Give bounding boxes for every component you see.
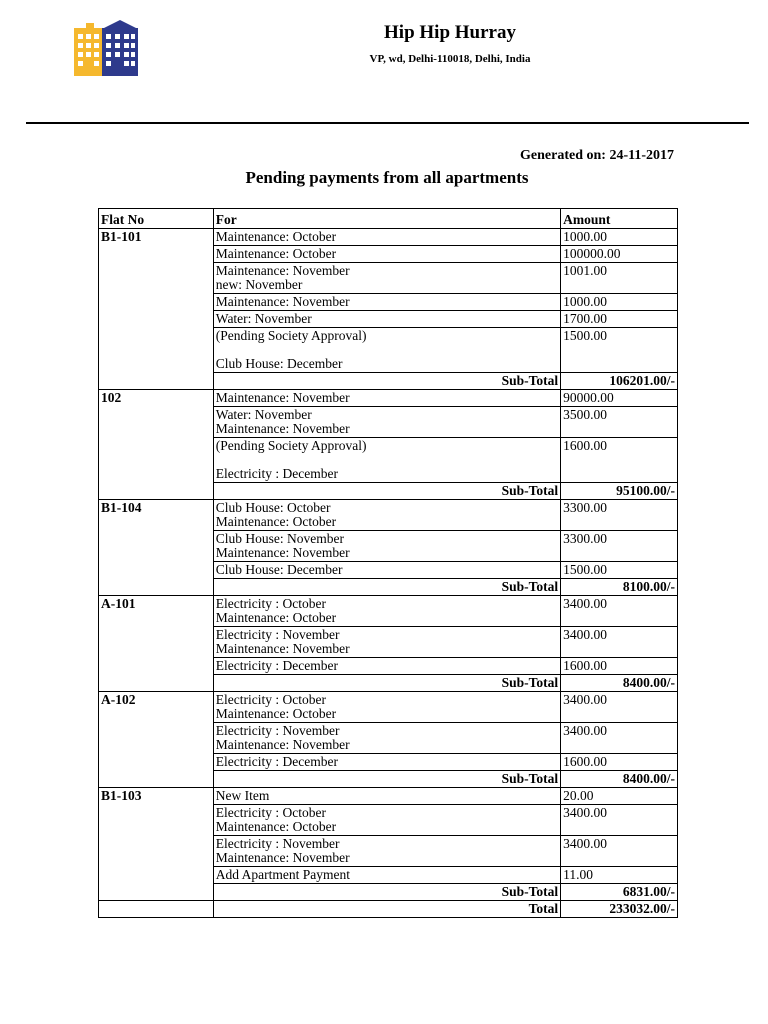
payment-for (213, 407, 560, 438)
table-row (99, 562, 678, 579)
flat-cell-empty (99, 294, 214, 311)
payment-for-line: New Item (215, 788, 270, 803)
table-row (99, 407, 678, 438)
column-header-amount: Amount (561, 209, 678, 229)
payment-for-line: Club House: December (215, 356, 343, 371)
payment-for-line: Electricity : October (215, 805, 326, 820)
payment-for-line: Electricity : November (215, 723, 340, 738)
subtotal-value: 106201.00/- (561, 373, 678, 390)
payment-for (213, 311, 560, 328)
payment-for-line: Maintenance: November (215, 421, 350, 436)
subtotal-label: Sub-Total (213, 771, 560, 788)
payment-amount: 1600.00 (561, 438, 678, 483)
payment-amount: 3400.00 (561, 692, 678, 723)
flat-cell-empty (99, 771, 214, 788)
payment-for-line: Maintenance: October (215, 229, 337, 244)
payment-amount: 1600.00 (561, 754, 678, 771)
payment-for-line: Club House: December (215, 562, 343, 577)
table-row (99, 692, 678, 723)
flat-number: B1-104 (99, 500, 214, 531)
payment-for-line: Maintenance: November (215, 850, 350, 865)
subtotal-value: 8100.00/- (561, 579, 678, 596)
payment-for (213, 754, 560, 771)
flat-number: B1-101 (99, 229, 214, 246)
payment-for (213, 390, 560, 407)
subtotal-value: 95100.00/- (561, 483, 678, 500)
payment-amount: 1500.00 (561, 562, 678, 579)
payment-for (213, 805, 560, 836)
subtotal-label: Sub-Total (213, 579, 560, 596)
payment-amount: 1600.00 (561, 658, 678, 675)
payment-for (213, 692, 560, 723)
payment-for-line: Water: November (215, 407, 312, 422)
flat-cell-empty (99, 627, 214, 658)
flat-cell-empty (99, 483, 214, 500)
payment-for-line: Add Apartment Payment (215, 867, 351, 882)
payment-for-line: Water: November (215, 311, 312, 326)
payment-amount: 1500.00 (561, 328, 678, 373)
flat-cell-empty (99, 246, 214, 263)
table-row (99, 788, 678, 805)
table-row (99, 805, 678, 836)
flat-cell-empty (99, 328, 214, 373)
payment-for-line: Club House: October (215, 500, 331, 515)
payment-for-line: new: November (215, 277, 303, 292)
subtotal-row (99, 884, 678, 901)
subtotal-label: Sub-Total (213, 373, 560, 390)
payment-amount: 3400.00 (561, 836, 678, 867)
table-row (99, 531, 678, 562)
payment-for (213, 723, 560, 754)
total-label: Total (213, 901, 560, 918)
table-row (99, 311, 678, 328)
generated-date: Generated on: 24-11-2017 (520, 148, 674, 163)
payment-for-line: Maintenance: October (215, 819, 337, 834)
payment-for-line: Maintenance: November (215, 294, 350, 309)
flat-cell-empty (99, 805, 214, 836)
payment-for-line: (Pending Society Approval) (215, 438, 367, 453)
table-row (99, 328, 678, 373)
payment-amount: 3400.00 (561, 627, 678, 658)
payment-for (213, 531, 560, 562)
payment-for-line: Maintenance: November (215, 263, 350, 278)
payment-for (213, 627, 560, 658)
payment-for-line: Electricity : November (215, 836, 340, 851)
flat-cell-empty (99, 867, 214, 884)
flat-cell-empty (99, 658, 214, 675)
payment-for-line: Club House: November (215, 531, 345, 546)
organization-name: Hip Hip Hurray (384, 22, 516, 43)
flat-number: A-101 (99, 596, 214, 627)
payment-amount: 3400.00 (561, 805, 678, 836)
payment-for-line: Maintenance: October (215, 706, 337, 721)
payment-for-line: Electricity : October (215, 692, 326, 707)
payment-amount: 1700.00 (561, 311, 678, 328)
column-header-flat-no: Flat No (99, 209, 214, 229)
table-row (99, 658, 678, 675)
payment-amount: 1000.00 (561, 294, 678, 311)
table-row (99, 294, 678, 311)
subtotal-row (99, 579, 678, 596)
payment-amount: 11.00 (561, 867, 678, 884)
payment-amount: 3500.00 (561, 407, 678, 438)
payment-for (213, 294, 560, 311)
payment-for (213, 229, 560, 246)
payment-amount: 3300.00 (561, 500, 678, 531)
payment-for-line (216, 343, 558, 357)
total-value: 233032.00/- (561, 901, 678, 918)
table-row (99, 229, 678, 246)
payment-for-line: Electricity : December (215, 658, 338, 673)
payment-for (213, 438, 560, 483)
flat-cell-empty (99, 836, 214, 867)
table-row (99, 390, 678, 407)
table-row (99, 500, 678, 531)
payment-amount: 3400.00 (561, 723, 678, 754)
payment-for-line (216, 453, 558, 467)
payment-for (213, 263, 560, 294)
payment-amount: 3300.00 (561, 531, 678, 562)
payment-for (213, 658, 560, 675)
subtotal-row (99, 373, 678, 390)
payment-for-line: Electricity : December (215, 754, 338, 769)
report-title: Pending payments from all apartments (245, 168, 529, 187)
subtotal-row (99, 483, 678, 500)
payment-amount: 20.00 (561, 788, 678, 805)
subtotal-value: 6831.00/- (561, 884, 678, 901)
table-row (99, 723, 678, 754)
flat-cell-empty (99, 754, 214, 771)
subtotal-row (99, 675, 678, 692)
payment-for (213, 246, 560, 263)
subtotal-row (99, 771, 678, 788)
payment-for (213, 867, 560, 884)
payment-for-line: Maintenance: October (215, 514, 337, 529)
table-row (99, 596, 678, 627)
buildings-logo-icon (72, 20, 142, 76)
table-header-row (99, 209, 678, 229)
payment-for-line: Maintenance: October (215, 246, 337, 261)
table-row (99, 754, 678, 771)
payment-for-line: (Pending Society Approval) (215, 328, 367, 343)
payment-for (213, 562, 560, 579)
flat-number: A-102 (99, 692, 214, 723)
subtotal-value: 8400.00/- (561, 675, 678, 692)
flat-cell-empty (99, 675, 214, 692)
table-row (99, 836, 678, 867)
payment-for-line: Electricity : October (215, 596, 326, 611)
table-row (99, 246, 678, 263)
flat-cell-empty (99, 407, 214, 438)
flat-cell-empty (99, 723, 214, 754)
table-row (99, 263, 678, 294)
payment-amount: 1001.00 (561, 263, 678, 294)
payment-amount: 3400.00 (561, 596, 678, 627)
payment-amount: 1000.00 (561, 229, 678, 246)
subtotal-value: 8400.00/- (561, 771, 678, 788)
payment-for (213, 328, 560, 373)
payment-for-line: Maintenance: October (215, 610, 337, 625)
payment-amount: 90000.00 (561, 390, 678, 407)
flat-cell-empty (99, 884, 214, 901)
flat-number: B1-103 (99, 788, 214, 805)
payment-for-line: Maintenance: November (215, 737, 350, 752)
flat-cell-empty (99, 438, 214, 483)
payment-for (213, 788, 560, 805)
payment-for-line: Maintenance: November (215, 545, 350, 560)
subtotal-label: Sub-Total (213, 675, 560, 692)
payment-for (213, 500, 560, 531)
flat-cell-empty (99, 373, 214, 390)
flat-cell-empty (99, 531, 214, 562)
payment-for-line: Electricity : December (215, 466, 338, 481)
organization-address: VP, wd, Delhi-110018, Delhi, India (369, 53, 531, 65)
pending-payments-table (98, 208, 678, 918)
table-row (99, 438, 678, 483)
subtotal-label: Sub-Total (213, 884, 560, 901)
header-divider (26, 122, 749, 124)
flat-cell-empty (99, 562, 214, 579)
payment-for (213, 836, 560, 867)
payment-for (213, 596, 560, 627)
payment-amount: 100000.00 (561, 246, 678, 263)
flat-number: 102 (99, 390, 214, 407)
payment-for-line: Electricity : November (215, 627, 340, 642)
flat-cell-empty (99, 263, 214, 294)
subtotal-label: Sub-Total (213, 483, 560, 500)
flat-cell-empty (99, 901, 214, 918)
column-header-for: For (213, 209, 560, 229)
flat-cell-empty (99, 579, 214, 596)
table-body (99, 229, 678, 918)
table-row (99, 627, 678, 658)
payment-for-line: Maintenance: November (215, 390, 350, 405)
table-row (99, 867, 678, 884)
payment-for-line: Maintenance: November (215, 641, 350, 656)
total-row (99, 901, 678, 918)
flat-cell-empty (99, 311, 214, 328)
